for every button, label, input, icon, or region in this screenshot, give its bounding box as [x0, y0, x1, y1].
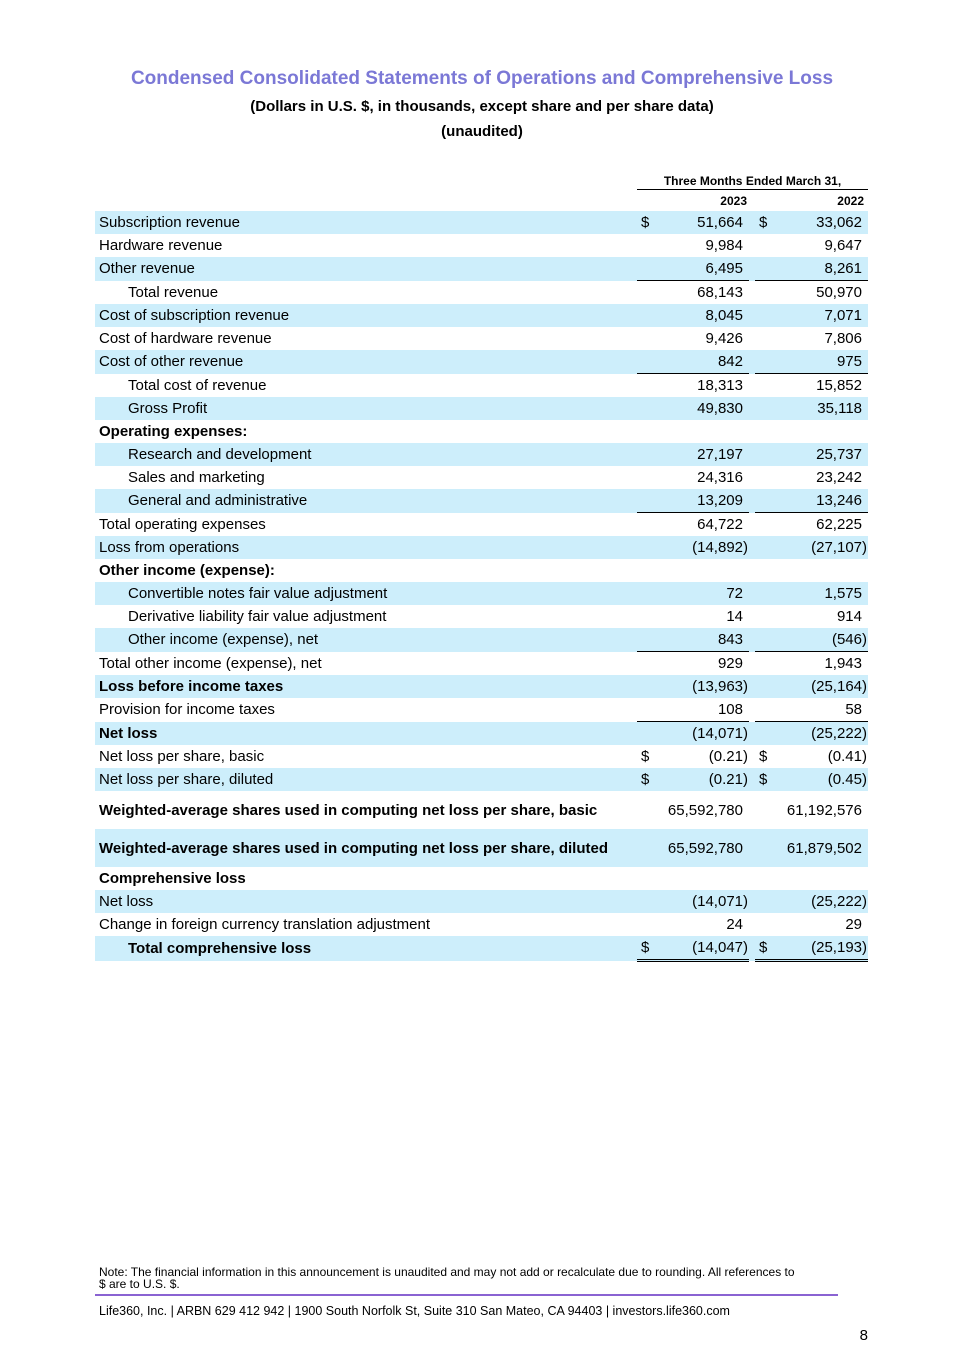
page-number: 8 [859, 1327, 868, 1344]
row-label: Total cost of revenue [128, 376, 267, 394]
table-row [95, 281, 868, 305]
currency-symbol [755, 675, 779, 698]
amount-cell: 8,261 [779, 257, 862, 281]
currency-symbol: $ [637, 211, 661, 234]
paren-close: ) [743, 768, 749, 791]
row-label: Loss from operations [95, 536, 637, 559]
currency-symbol [755, 420, 779, 443]
currency-symbol [637, 281, 661, 305]
amount-cell: 108 [661, 698, 743, 722]
currency-symbol [637, 350, 661, 374]
currency-symbol: $ [759, 748, 768, 765]
table-row [95, 304, 868, 327]
currency-symbol [637, 652, 661, 676]
amount-cell: 24,316 [697, 469, 743, 486]
paren-close: ) [862, 628, 868, 652]
amount-cell: 9,647 [824, 237, 862, 254]
paren-close [862, 257, 868, 281]
paren-close [862, 652, 868, 676]
currency-symbol [755, 890, 779, 913]
currency-symbol [637, 675, 661, 698]
paren-close: ) [743, 722, 749, 746]
paren-close [862, 791, 868, 829]
amount-cell: 68,143 [697, 284, 743, 301]
currency-symbol [637, 605, 661, 628]
statement-title: Condensed Consolidated Statements of Operations and Comprehensive Loss [130, 68, 834, 89]
paren-close [862, 327, 868, 350]
table-row [95, 936, 868, 961]
paren-close [862, 513, 868, 537]
currency-symbol [755, 489, 779, 513]
paren-close [862, 443, 868, 466]
amount-cell: 35,118 [779, 397, 862, 420]
amount-cell: (0.41 [827, 748, 862, 765]
currency-symbol [637, 582, 661, 605]
amount-cell: 14 [726, 608, 743, 625]
amount-cell: 23,242 [816, 469, 862, 486]
amount-cell: 58 [779, 698, 862, 722]
paren-close [862, 350, 868, 374]
currency-symbol [755, 559, 779, 582]
currency-symbol [637, 466, 661, 489]
currency-symbol [637, 397, 661, 420]
currency-symbol [637, 420, 661, 443]
amount-cell: 33,062 [779, 211, 862, 234]
table-row [95, 397, 868, 420]
currency-symbol [755, 234, 779, 257]
row-label: Comprehensive loss [99, 870, 246, 887]
amount-cell: 6,495 [661, 257, 743, 281]
paren-close [862, 913, 868, 936]
paren-close [862, 234, 868, 257]
table-row [95, 420, 868, 443]
paren-close [862, 867, 868, 890]
paren-close [862, 420, 868, 443]
currency-symbol [755, 443, 779, 466]
row-label: Sales and marketing [128, 469, 265, 486]
row-label: Net loss per share, basic [99, 748, 265, 765]
currency-symbol: $ [755, 768, 779, 791]
table-row [95, 513, 868, 537]
table-row [95, 675, 868, 698]
amount-cell: 914 [836, 608, 862, 625]
currency-symbol [755, 605, 779, 628]
table-row [95, 605, 868, 628]
row-label: Other revenue [95, 257, 637, 281]
currency-symbol [637, 489, 661, 513]
paren-close: ) [862, 748, 867, 765]
paren-close [862, 466, 868, 489]
currency-symbol [755, 829, 779, 867]
currency-symbol [755, 281, 779, 305]
table-row [95, 745, 868, 768]
table-row [95, 913, 868, 936]
amount-cell: 65,592,780 [667, 801, 743, 819]
paren-close [862, 374, 868, 398]
row-label: Cost of subscription revenue [95, 304, 637, 327]
currency-symbol [637, 722, 661, 746]
amount-cell: 8,045 [661, 304, 743, 327]
currency-symbol [755, 582, 779, 605]
row-label: Cost of hardware revenue [99, 330, 272, 347]
currency-symbol [755, 350, 779, 374]
currency-symbol [755, 628, 779, 652]
amount-cell: (14,071 [661, 722, 743, 746]
amount-cell [779, 559, 862, 582]
currency-symbol [637, 559, 661, 582]
financial-table [95, 211, 868, 962]
amount-cell: 9,426 [705, 330, 743, 347]
table-row [95, 559, 868, 582]
table-row [95, 722, 868, 746]
amount-cell: 1,943 [824, 655, 862, 672]
amount-cell: (0.21 [708, 748, 743, 765]
paren-close [862, 582, 868, 605]
paren-close [862, 559, 868, 582]
currency-symbol [755, 257, 779, 281]
paren-close: ) [862, 890, 868, 913]
currency-symbol: $ [641, 748, 650, 765]
currency-symbol [755, 466, 779, 489]
row-label: Weighted-average shares used in computing net loss per share, diluted [95, 829, 637, 867]
amount-cell: (14,047 [661, 936, 743, 961]
paren-close [862, 489, 868, 513]
row-label: Net loss [95, 890, 637, 913]
currency-symbol [755, 327, 779, 350]
amount-cell: 843 [661, 628, 743, 652]
amount-cell: 50,970 [816, 284, 862, 301]
currency-symbol [637, 304, 661, 327]
currency-symbol [637, 374, 661, 398]
amount-cell: 61,879,502 [779, 829, 862, 867]
amount-cell: (25,164 [779, 675, 862, 698]
table-row [95, 234, 868, 257]
year-header-2022: 2022 [837, 194, 864, 208]
paren-close [862, 281, 868, 305]
table-row [95, 628, 868, 652]
row-label: Provision for income taxes [99, 701, 275, 719]
row-label: Convertible notes fair value adjustment [95, 582, 637, 605]
footnote: Note: The financial information in this announcement is unaudited and may not add or recalculate due to rounding. All references to $ are to U.S. $. [99, 1265, 795, 1291]
currency-symbol [637, 513, 661, 537]
currency-symbol [755, 867, 779, 890]
row-label: Other income (expense): [99, 562, 275, 579]
row-label: Total operating expenses [99, 515, 266, 533]
currency-symbol [637, 698, 661, 722]
row-label: Subscription revenue [95, 211, 637, 234]
row-label: Weighted-average shares used in computing net loss per share, basic [99, 801, 598, 819]
row-label: Total other income (expense), net [99, 654, 322, 672]
currency-symbol [637, 791, 661, 829]
amount-cell: (25,222 [779, 890, 862, 913]
table-row [95, 698, 868, 722]
currency-symbol [755, 698, 779, 722]
year-header-2023: 2023 [720, 194, 747, 208]
row-label: Gross Profit [95, 397, 637, 420]
row-label: General and administrative [95, 489, 637, 513]
currency-symbol [755, 652, 779, 676]
paren-close: ) [862, 768, 868, 791]
row-label: Cost of other revenue [95, 350, 637, 374]
amount-cell: 842 [661, 350, 743, 374]
paren-close: ) [743, 675, 749, 698]
statement-subtitle: (Dollars in U.S. $, in thousands, except share and per share data) [250, 98, 714, 115]
row-label: Loss before income taxes [95, 675, 637, 698]
paren-close: ) [743, 890, 749, 913]
paren-close: ) [743, 536, 749, 559]
amount-cell: 25,737 [779, 443, 862, 466]
paren-close [862, 698, 868, 722]
paren-close: ) [862, 722, 868, 746]
row-label: Change in foreign currency translation adjustment [99, 916, 431, 933]
amount-cell: 15,852 [816, 377, 862, 394]
currency-symbol [637, 890, 661, 913]
currency-symbol [637, 257, 661, 281]
amount-cell: (25,222 [779, 722, 862, 746]
amount-cell: 7,806 [824, 330, 862, 347]
paren-close: ) [862, 675, 868, 698]
currency-symbol [755, 722, 779, 746]
unaudited-label: (unaudited) [441, 123, 523, 140]
currency-symbol: $ [637, 936, 661, 961]
amount-cell: (0.45 [779, 768, 862, 791]
amount-cell: 65,592,780 [661, 829, 743, 867]
amount-cell: (0.21 [661, 768, 743, 791]
row-label: Net loss [95, 722, 637, 746]
currency-symbol [637, 327, 661, 350]
paren-close: ) [743, 748, 748, 765]
footer-rule [95, 1294, 838, 1296]
amount-cell: (546 [779, 628, 862, 652]
currency-symbol [637, 628, 661, 652]
row-label: Derivative liability fair value adjustment [128, 608, 387, 625]
amount-cell [661, 420, 743, 443]
table-row [95, 211, 868, 234]
amount-cell: 24 [726, 916, 743, 933]
currency-symbol [637, 536, 661, 559]
amount-cell: 975 [779, 350, 862, 374]
row-label: Operating expenses: [99, 423, 248, 440]
amount-cell: (27,107 [779, 536, 862, 559]
table-row [95, 890, 868, 913]
amount-cell [779, 867, 862, 890]
table-row [95, 489, 868, 513]
currency-symbol [637, 443, 661, 466]
table-row [95, 536, 868, 559]
amount-cell: 64,722 [697, 516, 743, 533]
amount-cell: 61,192,576 [786, 801, 862, 819]
table-row [95, 327, 868, 350]
amount-cell [779, 420, 862, 443]
paren-close [862, 605, 868, 628]
currency-symbol [637, 829, 661, 867]
amount-cell: 7,071 [779, 304, 862, 327]
amount-cell: 62,225 [816, 516, 862, 533]
row-label: Hardware revenue [99, 237, 223, 254]
amount-cell: (14,071 [661, 890, 743, 913]
amount-cell: 1,575 [779, 582, 862, 605]
paren-close [862, 397, 868, 420]
currency-symbol [755, 913, 779, 936]
row-label: Other income (expense), net [95, 628, 637, 652]
footer-company-info: Life360, Inc. | ARBN 629 412 942 | 1900 South Norfolk St, Suite 310 San Mateo, CA 94403 | investors.life360.com [99, 1304, 730, 1318]
table-row [95, 867, 868, 890]
amount-cell: 27,197 [661, 443, 743, 466]
row-label: Net loss per share, diluted [95, 768, 637, 791]
table-row [95, 466, 868, 489]
amount-cell: 18,313 [697, 377, 743, 394]
amount-cell: 13,246 [779, 489, 862, 513]
period-header: Three Months Ended March 31, [637, 174, 868, 190]
table-row [95, 350, 868, 374]
paren-close [862, 211, 868, 234]
paren-close: ) [862, 936, 868, 961]
currency-symbol: $ [755, 936, 779, 961]
amount-cell: 9,984 [705, 237, 743, 254]
amount-cell: (14,892 [661, 536, 743, 559]
table-row [95, 582, 868, 605]
amount-cell: 929 [717, 655, 743, 672]
amount-cell [661, 867, 743, 890]
amount-cell: 13,209 [661, 489, 743, 513]
currency-symbol [755, 791, 779, 829]
amount-cell: (13,963 [661, 675, 743, 698]
currency-symbol [755, 536, 779, 559]
row-label: Research and development [95, 443, 637, 466]
row-label: Total comprehensive loss [95, 936, 637, 961]
currency-symbol [637, 913, 661, 936]
paren-close [862, 829, 868, 867]
table-row [95, 652, 868, 676]
table-row [95, 768, 868, 791]
amount-cell: 29 [845, 916, 862, 933]
currency-symbol [637, 234, 661, 257]
amount-cell [661, 559, 743, 582]
amount-cell: (25,193 [779, 936, 862, 961]
amount-cell: 49,830 [661, 397, 743, 420]
currency-symbol [755, 513, 779, 537]
table-row [95, 829, 868, 867]
table-row [95, 257, 868, 281]
paren-close: ) [862, 536, 868, 559]
paren-close [862, 304, 868, 327]
currency-symbol [755, 397, 779, 420]
currency-symbol: $ [637, 768, 661, 791]
table-row [95, 443, 868, 466]
table-row [95, 791, 868, 829]
amount-cell: 72 [661, 582, 743, 605]
currency-symbol [755, 304, 779, 327]
paren-close: ) [743, 936, 749, 961]
amount-cell: 51,664 [661, 211, 743, 234]
currency-symbol [637, 867, 661, 890]
table-row [95, 374, 868, 398]
currency-symbol: $ [755, 211, 779, 234]
currency-symbol [755, 374, 779, 398]
row-label: Total revenue [128, 283, 219, 301]
